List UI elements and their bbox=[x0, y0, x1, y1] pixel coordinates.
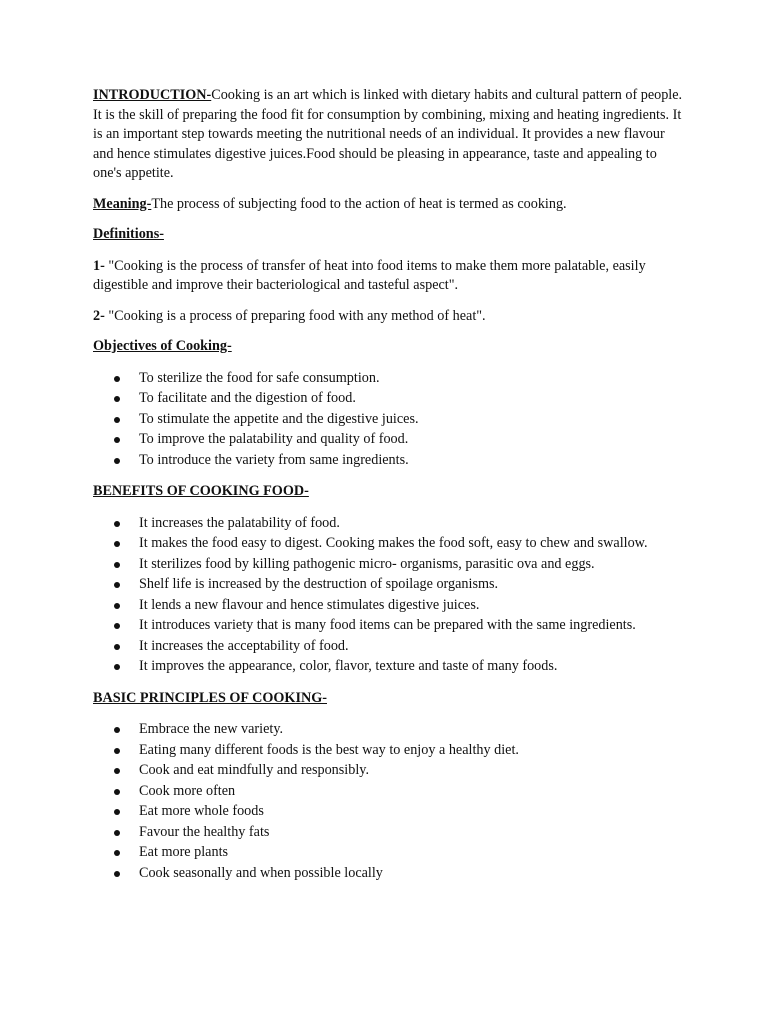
list-item-text: It increases the acceptability of food. bbox=[139, 637, 349, 654]
definition-1-number: 1- bbox=[93, 257, 105, 274]
list-item bbox=[93, 657, 683, 677]
list-item-text: Cook more often bbox=[139, 782, 236, 799]
bullet-icon bbox=[114, 768, 120, 774]
objectives-list bbox=[93, 369, 683, 471]
bullet-icon bbox=[114, 830, 120, 836]
principles-list bbox=[93, 720, 683, 883]
bullet-icon bbox=[114, 623, 120, 629]
list-item-text: It lends a new flavour and hence stimulates digestive juices. bbox=[139, 596, 480, 613]
list-item bbox=[93, 637, 683, 657]
list-item-text: It increases the palatability of food. bbox=[139, 514, 340, 531]
bullet-icon bbox=[114, 644, 120, 650]
definition-2-text: "Cooking is a process of preparing food with any method of heat". bbox=[104, 307, 486, 324]
benefits-heading: BENEFITS OF COOKING FOOD- bbox=[93, 483, 309, 499]
list-item-text: Eat more whole foods bbox=[139, 803, 264, 819]
list-item bbox=[93, 514, 683, 534]
list-item bbox=[93, 430, 683, 450]
principles-heading: BASIC PRINCIPLES OF COOKING- bbox=[93, 689, 327, 706]
bullet-icon bbox=[114, 396, 120, 402]
benefits-list bbox=[93, 514, 683, 677]
list-item bbox=[93, 575, 683, 595]
list-item bbox=[93, 761, 683, 781]
bullet-icon bbox=[114, 521, 120, 527]
list-item bbox=[93, 843, 683, 863]
list-item-text: Eating many different foods is the best way to enjoy a healthy diet. bbox=[139, 741, 519, 758]
bullet-icon bbox=[114, 582, 120, 588]
list-item bbox=[93, 451, 683, 471]
bullet-icon bbox=[114, 664, 120, 670]
objectives-heading: Objectives of Cooking- bbox=[93, 338, 232, 354]
list-item-text: It makes the food easy to digest. Cooking makes the food soft, easy to chew and swallow. bbox=[139, 535, 648, 551]
bullet-icon bbox=[114, 376, 120, 382]
bullet-icon bbox=[114, 437, 120, 443]
bullet-icon bbox=[114, 727, 120, 733]
list-item bbox=[93, 782, 683, 802]
bullet-icon bbox=[114, 562, 120, 568]
list-item bbox=[93, 720, 683, 740]
list-item-text: To sterilize the food for safe consumption. bbox=[139, 369, 380, 386]
list-item bbox=[93, 369, 683, 389]
definitions-heading: Definitions- bbox=[93, 226, 164, 242]
list-item-text: Eat more plants bbox=[139, 844, 229, 860]
definition-1-text: "Cooking is the process of transfer of heat into food items to make them more palatable, easily digestible and improve their bacteriological and tasteful aspect". bbox=[93, 257, 646, 293]
introduction-paragraph bbox=[93, 86, 683, 184]
list-item-text: To improve the palatability and quality of food. bbox=[139, 431, 409, 447]
bullet-icon bbox=[114, 789, 120, 795]
list-item bbox=[93, 389, 683, 409]
list-item bbox=[93, 823, 683, 843]
list-item bbox=[93, 616, 683, 636]
list-item-text: To introduce the variety from same ingredients. bbox=[139, 451, 409, 468]
meaning-paragraph bbox=[93, 195, 683, 215]
bullet-icon bbox=[114, 850, 120, 856]
list-item bbox=[93, 534, 683, 554]
bullet-icon bbox=[114, 871, 120, 877]
list-item bbox=[93, 596, 683, 616]
list-item bbox=[93, 864, 683, 884]
list-item-text: To stimulate the appetite and the digestive juices. bbox=[139, 410, 419, 427]
list-item bbox=[93, 741, 683, 761]
list-item-text: Shelf life is increased by the destruction of spoilage organisms. bbox=[139, 576, 499, 592]
definition-2-number: 2- bbox=[93, 307, 105, 324]
definition-1 bbox=[93, 257, 683, 296]
definition-2 bbox=[93, 307, 683, 327]
introduction-label: INTRODUCTION- bbox=[93, 87, 212, 103]
list-item-text: It introduces variety that is many food items can be prepared with the same ingredients. bbox=[139, 617, 636, 633]
meaning-text: The process of subjecting food to the action of heat is termed as cooking. bbox=[151, 195, 567, 212]
bullet-icon bbox=[114, 541, 120, 547]
list-item-text: Favour the healthy fats bbox=[139, 823, 270, 840]
list-item-text: It improves the appearance, color, flavor, texture and taste of many foods. bbox=[139, 658, 558, 674]
bullet-icon bbox=[114, 809, 120, 815]
list-item-text: Cook seasonally and when possible locally bbox=[139, 864, 383, 881]
list-item-text: Embrace the new variety. bbox=[139, 721, 284, 737]
document-page bbox=[93, 86, 683, 895]
list-item-text: Cook and eat mindfully and responsibly. bbox=[139, 762, 369, 778]
bullet-icon bbox=[114, 603, 120, 609]
bullet-icon bbox=[114, 417, 120, 423]
bullet-icon bbox=[114, 458, 120, 464]
meaning-label: Meaning- bbox=[93, 195, 152, 212]
list-item bbox=[93, 802, 683, 822]
list-item-text: To facilitate and the digestion of food. bbox=[139, 390, 356, 406]
introduction-text: Cooking is an art which is linked with dietary habits and cultural pattern of people. It is the skill of preparing the food fit for consumption by combining, mixing and heating ingredients. It is an important step towards meeting the nutritional needs of an individual. It provides a new flavour and hence stimulates digestive juices.Food should be pleasing in appearance, taste and appealing to one's appetite. bbox=[93, 87, 683, 181]
list-item bbox=[93, 410, 683, 430]
list-item bbox=[93, 555, 683, 575]
list-item-text: It sterilizes food by killing pathogenic micro- organisms, parasitic ova and eggs. bbox=[139, 555, 595, 572]
bullet-icon bbox=[114, 748, 120, 754]
